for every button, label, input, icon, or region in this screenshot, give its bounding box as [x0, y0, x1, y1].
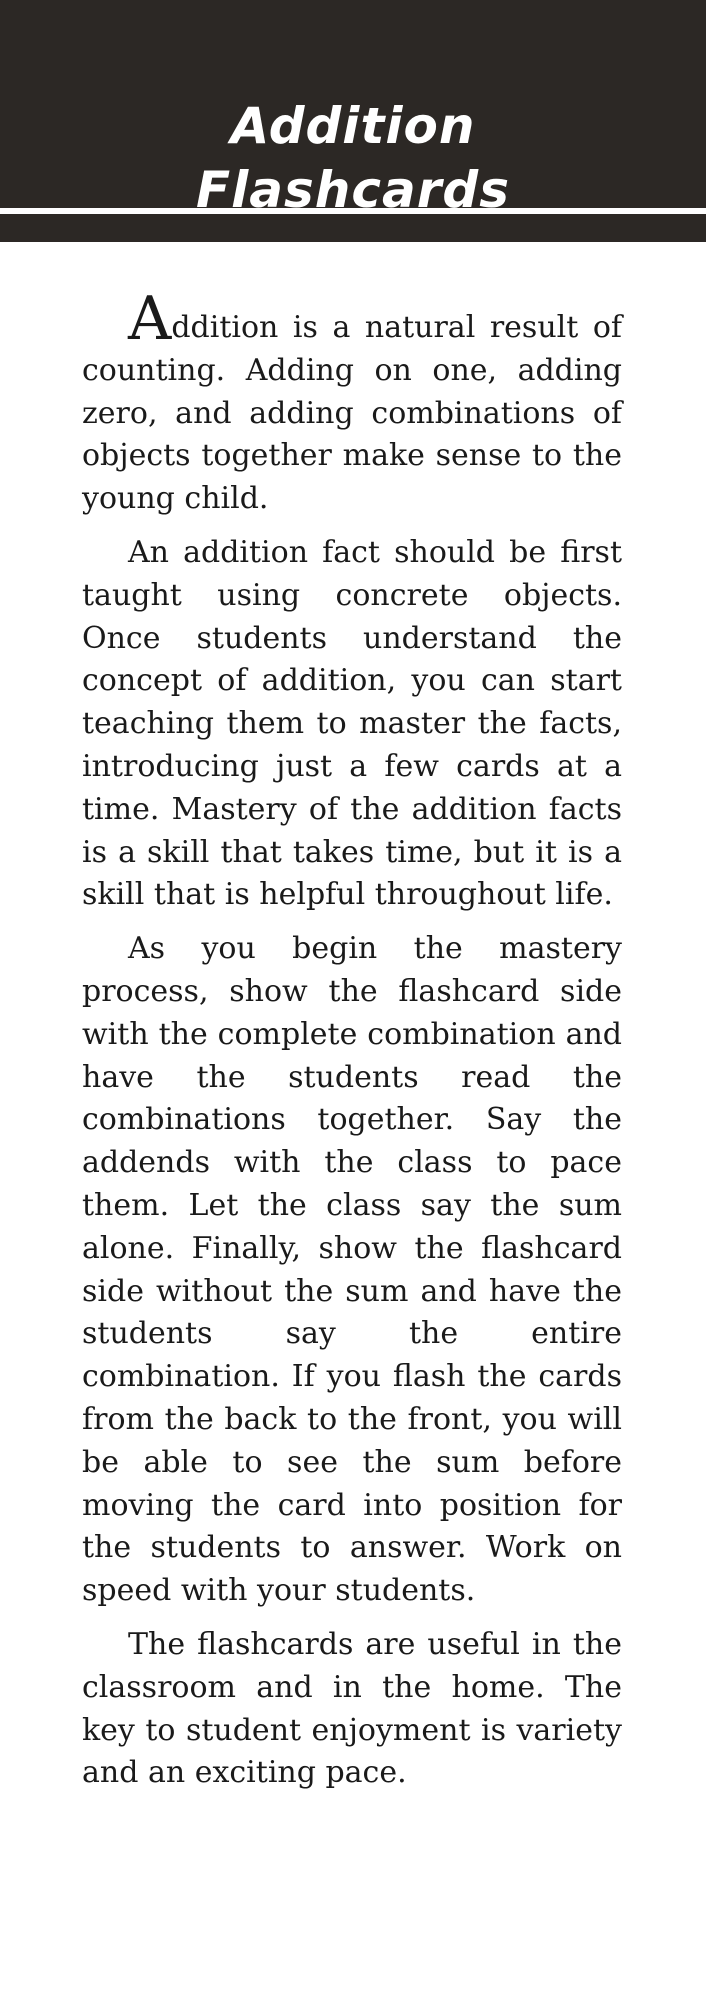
paragraph-3: As you begin the mastery process, show the flashcard side with the complete combination and have the students read the combinations together. Say the addends with the class to pace them. Let the class say the sum alone. Finally, show the flashcard side without the sum and have the students say the entire combination. If you flash the cards from the back to the front, you will be able to see the sum before moving the card into position for the students to answer. Work on speed with your students. — [82, 931, 622, 1609]
paragraph-2: An addition fact should be first taught using concrete objects. Once students understand the concept of addition, you can start teaching them to master the facts, introducing just a few cards at a time. Mastery of the addition facts is a skill that takes time, but it is a skill that is helpful throughout life. — [82, 534, 622, 913]
paragraph-1 — [82, 284, 622, 521]
article-body — [82, 284, 622, 1806]
paragraph-4: The flashcards are useful in the classroom and in the home. The key to student enjoyment is variety and an exciting pace. — [82, 1626, 622, 1791]
page-title-line-2: Flashcards — [196, 160, 510, 219]
page-title-line-1: Addition — [230, 96, 476, 155]
paragraph-1-text: ddition is a natural result of counting. Adding on one, adding zero, and adding combinations of objects together make sense to the young child. — [82, 310, 622, 517]
drop-cap: A — [128, 284, 172, 354]
page-title — [0, 94, 706, 222]
